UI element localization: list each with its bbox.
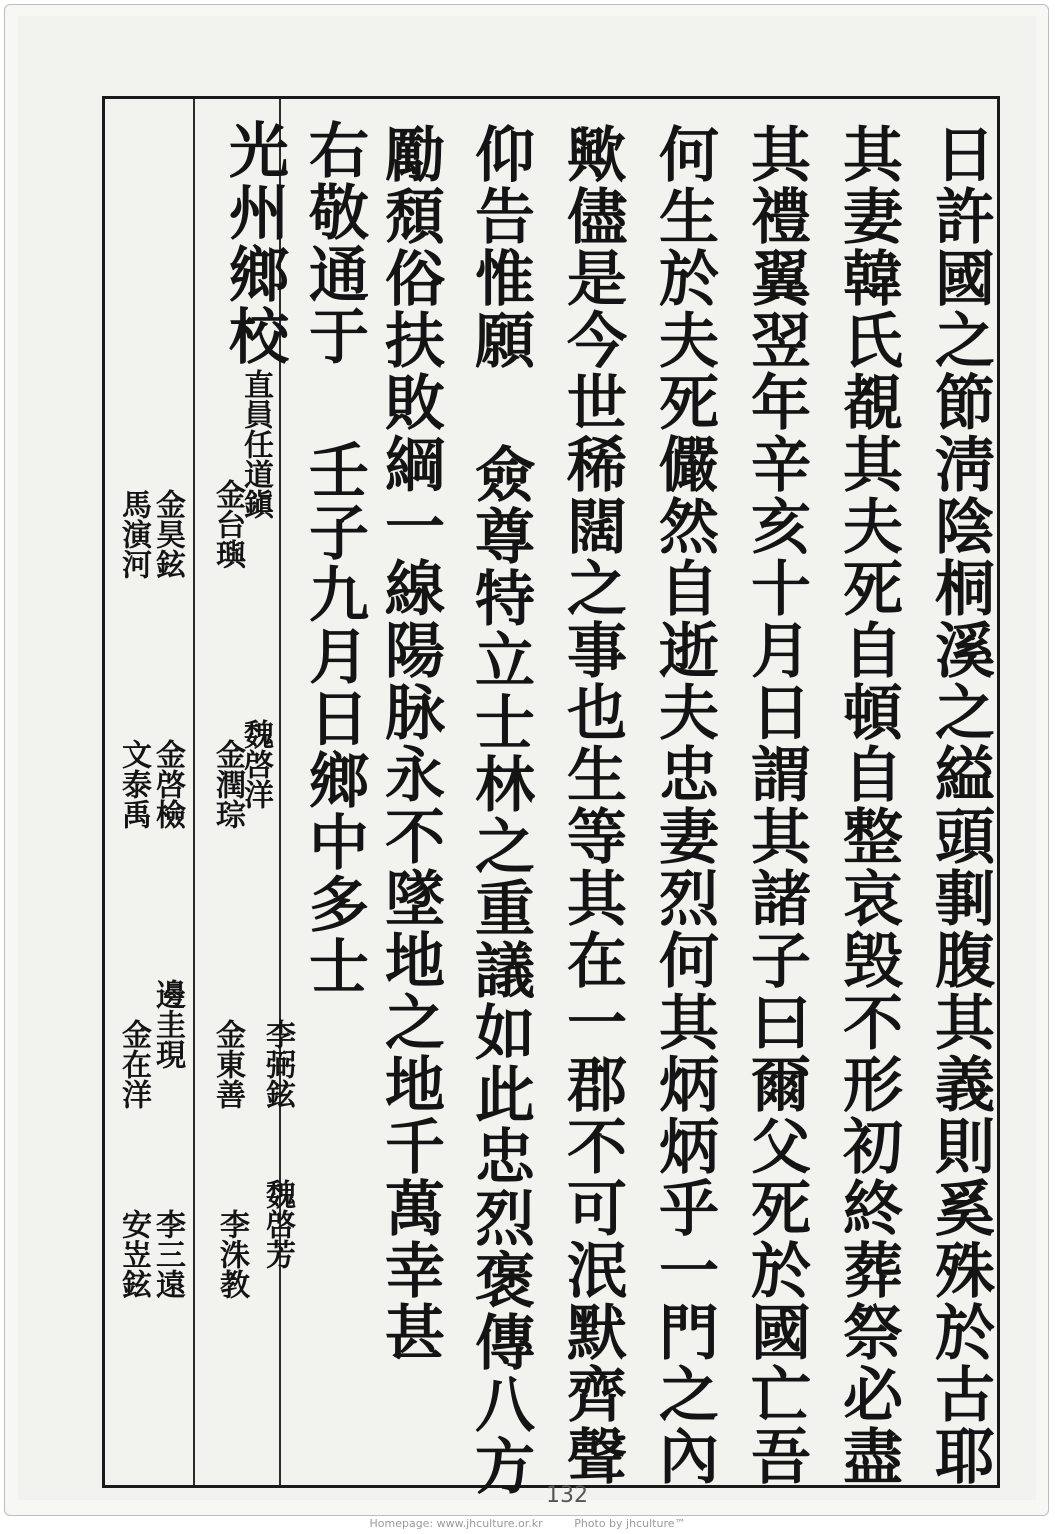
text-column-6: 仰告惟願 僉尊特立士林之重議如此忠烈褒傳八方 <box>465 123 535 1497</box>
page-number: 132 <box>546 1483 588 1508</box>
text-column-2: 其妻韓氏覩其夫死自頓自整哀毁不形初終葬祭必盡 <box>833 123 903 1487</box>
signatory-column-4: 馬演河 <box>116 489 151 579</box>
signatory-column-3d: 李三遠 <box>150 1209 185 1299</box>
column-rule <box>193 99 195 1485</box>
text-column-3: 其禮翼翌年辛亥十月日謂其諸子曰爾父死於國亡吾 <box>741 123 811 1487</box>
text-column-5: 歟儘是今世稀闊之事也生等其在一郡不可泯默齊聲 <box>557 123 627 1487</box>
text-column-9: 光州鄉校 <box>219 119 289 367</box>
signatory-column-3b: 金啓檢 <box>150 739 185 829</box>
document-page <box>18 16 1036 1508</box>
signatory-column-2: 金台璵 <box>210 479 245 569</box>
signatory-column-1b: 魏啓洋 <box>238 719 273 809</box>
photo-credit-footer <box>0 1517 1055 1530</box>
signatory-column-1d: 魏啓芳 <box>260 1179 295 1269</box>
text-column-7: 勵頹俗扶敗綱一線陽脉永不墜地之地千萬幸甚 <box>375 123 445 1363</box>
signatory-column-1c: 李弼鉉 <box>260 1019 295 1109</box>
text-column-1: 日許國之節淸陰桐溪之縊頭剚腹其義則奚殊於古耶 <box>925 123 995 1487</box>
signatory-column-3: 金昊鉉 <box>150 489 185 579</box>
signatory-column-4d: 安岦鉉 <box>116 1209 151 1299</box>
signatory-column-2c: 金東善 <box>210 1019 245 1109</box>
signatory-column-4c: 金在洋 <box>116 1019 151 1109</box>
homepage-credit: Homepage: www.jhculture.or.kr <box>369 1517 543 1530</box>
signatory-column-3c: 邊圭現 <box>150 979 185 1069</box>
signatory-column-4b: 文泰禹 <box>116 739 151 829</box>
photo-credit: Photo by jhculture™ <box>574 1517 686 1530</box>
text-column-8: 右敬通于 壬子九月日鄉中多士 <box>299 119 369 997</box>
signatory-column-2b: 金潤琮 <box>210 739 245 829</box>
signatory-column-2d: 李洙教 <box>214 1209 249 1299</box>
signatory-column-1: 直員任道鎭 <box>238 369 273 519</box>
text-column-4: 何生於夫死儼然自逝夫忠妻烈何其炳炳乎一門之內 <box>649 123 719 1487</box>
